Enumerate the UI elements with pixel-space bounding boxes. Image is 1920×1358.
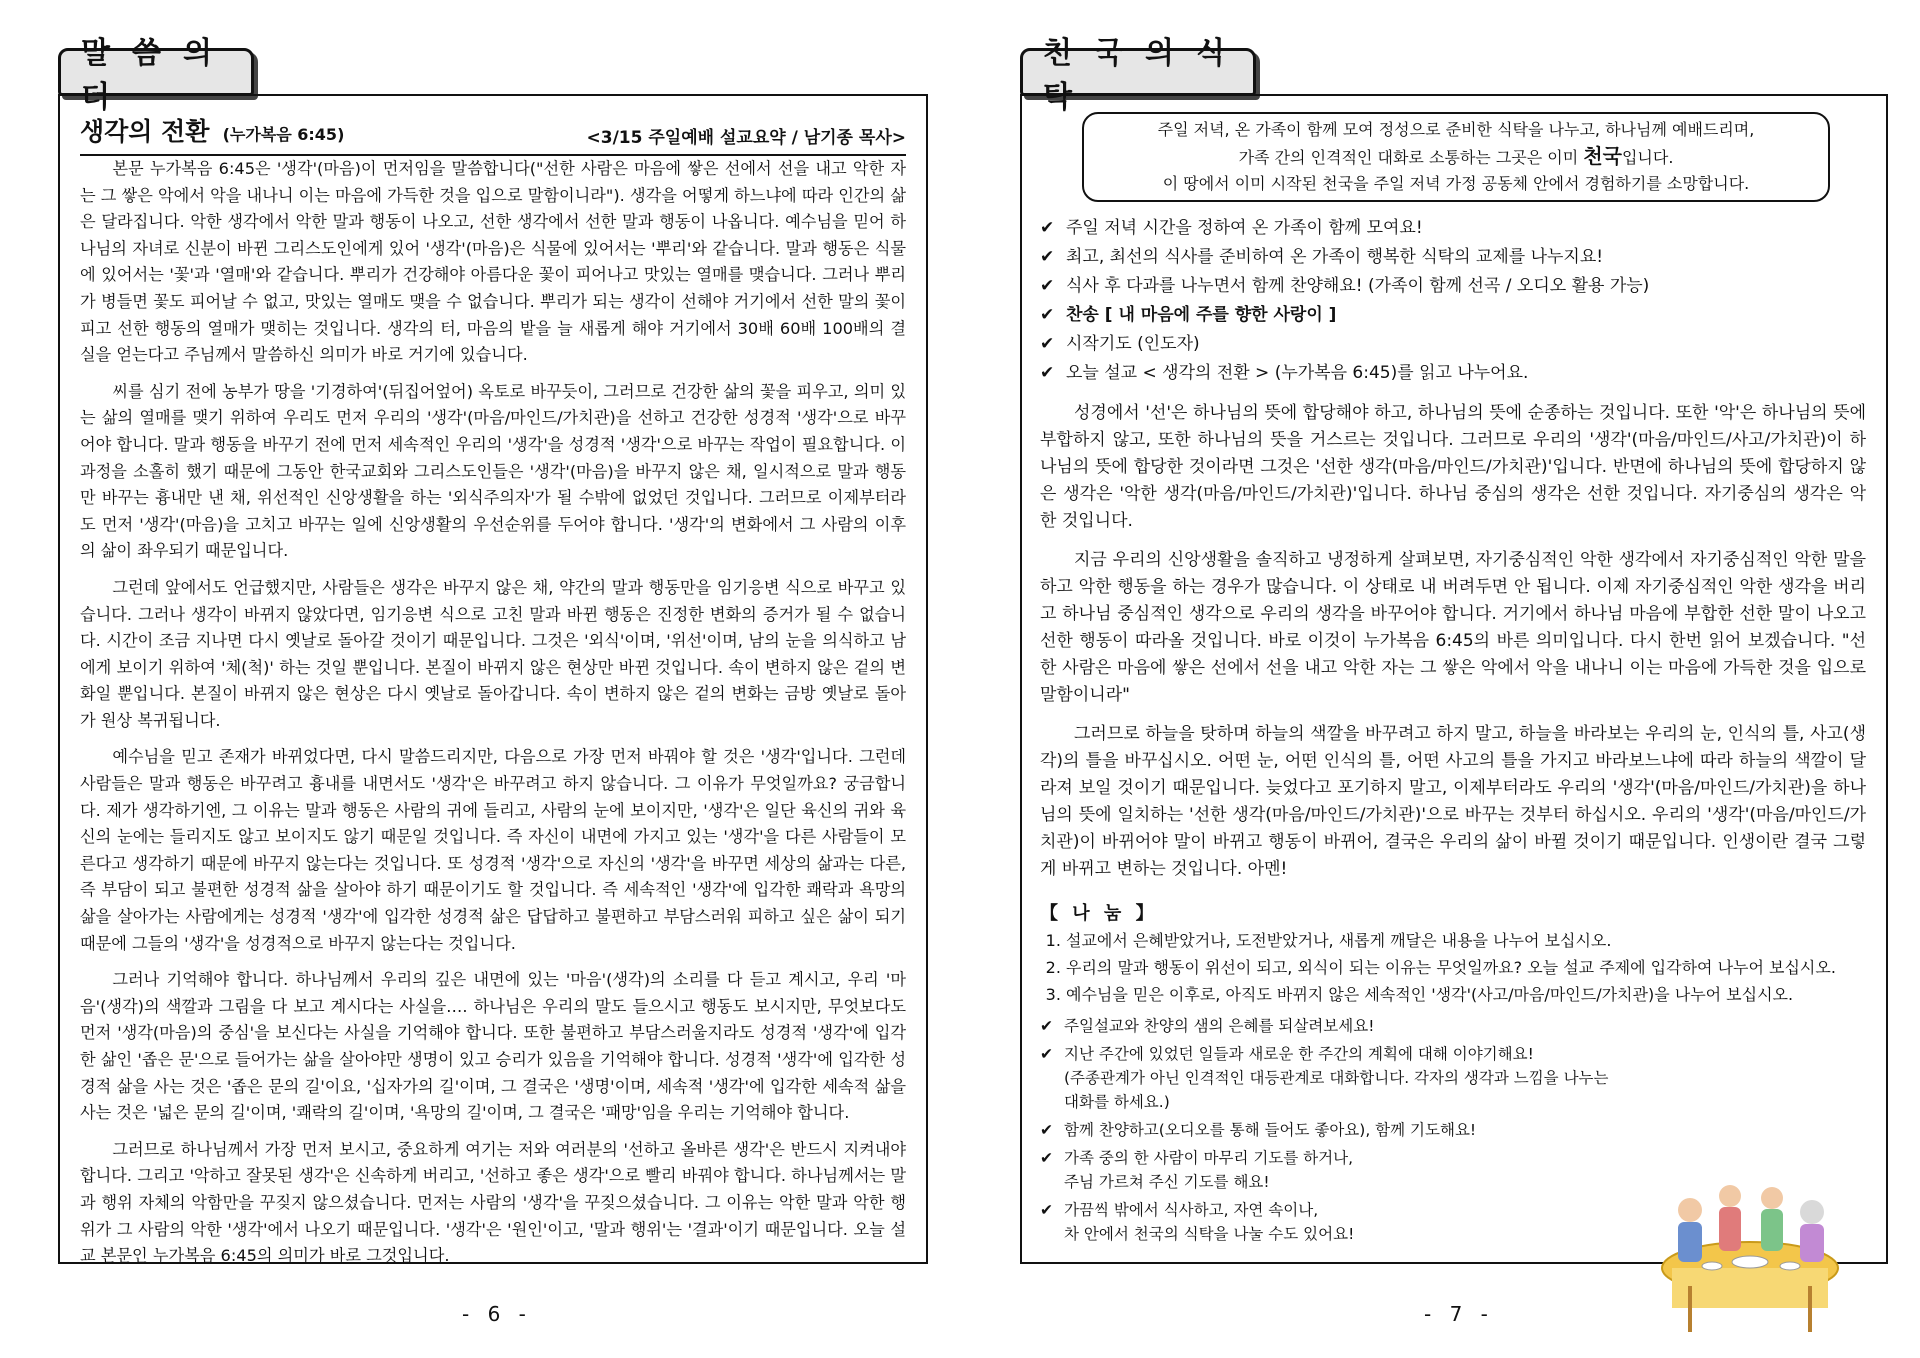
discussion-paragraph-2: 지금 우리의 신앙생활을 솔직하고 냉정하게 살펴보면, 자기중심적인 악한 생각에서 자기중심적인 악한 말을 하고 악한 행동을 하는 경우가 많습니다. 이 상태로 내 버려두면 안 됩니다. 이제 자기중심적인 악한 생각을 버리고 하나님 중심적인 생각으로 우리의 생각을 바꾸어야 합니다. 거기에서 하나님 마음에 부합한 선한 말이 나오고 선한 행동이 따라올 것입니다. 바로 이것이 누가복음 6:45의 바른 의미입니다. 다시 한번 읽어 보겠습니다. "선한 사람은 마음에 쌓은 선에서 선을 내고 악한 자는 그 쌓은 악에서 악을 내나니 이는 마음에 가득한 것을 입으로 말함이니라" — [1040, 550, 1866, 705]
check-item — [1040, 214, 1866, 243]
intro-line-2-end: 입니다. — [1621, 148, 1674, 167]
check-mark-icon: ✔ — [1040, 276, 1055, 296]
check-item — [1040, 272, 1866, 301]
sermon-paragraph-5: 그러나 기억해야 합니다. 하나님께서 우리의 깊은 내면에 있는 '마음'(생각)의 소리를 다 듣고 계시고, 우리 '마음'(생각)의 색깔과 그림을 다 보고 계시다는 사실을…. 하나님은 우리의 말도 들으시고 행동도 보시지만, 무엇보다도 먼저 '생각(마음)의 중심'을 보신다는 사실을 기억해야 합니다. 또한 불편하고 부담스러울지라도 성경적 '생각'에 입각한 삶인 '좁은 문'으로 들어가는 삶을 살아야만 생명이 있고 승리가 있음을 기억해야 합니다. 성경적 '생각'에 입각한 성경적 삶을 사는 것은 '좁은 문의 길'이요, '십자가의 길'이며, 그 결국은 '생명'이며, 세속적 '생각'에 입각한 세속적 삶을 사는 것은 '넓은 문의 길'이며, '쾌락의 길'이며, '욕망의 길'이며, 그 결국은 '패망'임을 우리는 기억해야 합니다. — [80, 970, 906, 1123]
check-mark-icon: ✔ — [1040, 305, 1055, 325]
intro-box — [1082, 112, 1830, 202]
tip-text-block — [1064, 1146, 1353, 1194]
share-questions — [1040, 927, 1866, 1008]
discussion-paragraph-3: 그러므로 하늘을 탓하며 하늘의 색깔을 바꾸려고 하지 말고, 하늘을 바라보는 우리의 눈, 인식의 틀, 사고(생각)의 틀을 바꾸십시오. 어떤 눈, 어떤 인식의 틀, 어떤 사고의 틀을 가지고 바라보느냐에 따라 하늘의 색깔이 달라져 보일 것이기 때문입니다. 늦었다고 포기하지 말고, 이제부터라도 우리의 '생각'(마음/마인드/가치관)을 하나님의 뜻에 일치하는 '선한 생각(마음/마인드/가치관)'으로 바꾸는 것부터 하십시오. 우리의 '생각'(마음/마인드/가치관)이 바뀌어야 말이 바뀌고 행동이 바뀌어, 결국은 우리의 삶이 바뀔 것이기 때문입니다. 인생이란 결국 그렇게 바뀌고 변하는 것입니다. 아멘! — [1040, 724, 1866, 879]
check-mark-icon: ✔ — [1040, 1121, 1053, 1139]
tip-text: 주일설교와 찬양의 샘의 은혜를 되살려보세요! — [1064, 1017, 1375, 1035]
share-question: 3. 예수님을 믿은 이후로, 아직도 바뀌지 않은 세속적인 '생각'(사고/마음/마인드/가치관)을 나누어 보십시오. — [1066, 981, 1866, 1008]
sermon-paragraph-4: 예수님을 믿고 존재가 바뀌었다면, 다시 말씀드리지만, 다음으로 가장 먼저 바꿔야 할 것은 '생각'입니다. 그런데 사람들은 말과 행동은 바꾸려고 흉내를 내면서도 '생각'은 바꾸려고 하지 않습니다. 그 이유가 무엇일까요? 궁금합니다. 제가 생각하기엔, 그 이유는 말과 행동은 사람의 귀에 들리고, 사람의 눈에 보이지만, '생각'은 일단 육신의 귀와 육신의 눈에는 들리지도 않고 보이지도 않기 때문일 것입니다. 즉 자신이 내면에 가지고 있는 '생각'을 다른 사람들이 모른다고 생각하기 때문에 바꾸지 않는다는 것입니다. 또 성경적 '생각'으로 자신의 '생각'을 바꾸면 세상의 삶과는 다른, 즉 부담이 되고 불편한 성경적 삶을 살아야 하기 때문이기도 할 것입니다. 즉 세속적인 '생각'에 입각한 쾌락과 욕망의 삶을 살아가는 사람에게는 성경적 '생각'에 입각한 성경적 삶은 답답하고 불편하고 부담스러워 피하고 싶은 삶이 되기 때문에 그들의 '생각'을 성경적으로 바꾸지 않는다는 것입니다. — [80, 747, 906, 953]
sermon-paragraph-2: 씨를 심기 전에 농부가 땅을 '기경하여'(뒤집어엎어) 옥토로 바꾸듯이, 그러므로 건강한 삶의 꽃을 피우고, 의미 있는 삶의 열매를 맺기 위하여 우리도 먼저 우리의 '생각'(마음/마인드/가치관)을 선하고 건강한 성경적 '생각'으로 바꾸어야 합니다. 말과 행동을 바꾸기 전에 먼저 세속적인 우리의 '생각'을 성경적 '생각'으로 바꾸는 작업이 필요합니다. 이 과정을 소홀히 했기 때문에 그동안 한국교회와 그리스도인들은 '생각'(마음)을 바꾸지 않은 채, 일시적으로 말과 행동만 바꾸는 흉내만 낸 채, 위선적인 신앙생활을 하는 '외식주의자'가 될 수밖에 없었던 것입니다. 그러므로 이제부터라도 먼저 '생각'(마음)을 고치고 바꾸는 일에 신앙생활의 우선순위를 두어야 합니다. '생각'의 변화에서 그 사람의 이후의 삶이 좌우되기 때문입니다. — [80, 381, 907, 561]
check-mark-icon: ✔ — [1040, 334, 1055, 354]
left-section-tab-label: 말씀의터 — [81, 36, 234, 115]
tip-text: 가족 중의 한 사람이 마무리 기도를 하거나, — [1064, 1149, 1354, 1167]
sermon-header — [80, 108, 906, 156]
right-section-tab — [1020, 36, 1256, 115]
check-item — [1040, 330, 1866, 359]
sermon-paragraph-3: 그런데 앞에서도 언급했지만, 사람들은 생각은 바꾸지 않은 채, 약간의 말과 행동만을 임기응변 식으로 바꾸고 있습니다. 그러나 생각이 바뀌지 않았다면, 임기응변 식으로 고친 말과 바뀐 행동은 진정한 변화의 증거가 될 수 없습니다. 시간이 조금 지나면 다시 옛날로 돌아갈 것이기 때문입니다. 그것은 '외식'이며, '위선'이며, 남의 눈을 의식하고 남에게 보이기 위하여 '체(척)' 하는 것일 뿐입니다. 본질이 바뀌지 않은 현상만 바뀐 것입니다. 속이 변하지 않은 겉의 변화일 뿐입니다. 본질이 바뀌지 않은 현상은 다시 옛날로 돌아갑니다. 속이 변하지 않은 겉의 변화는 금방 옛날로 돌아가 원상 복귀됩니다. — [80, 577, 906, 730]
share-title: 【 나 눔 】 — [1040, 903, 1158, 924]
check-item-text: 시작기도 (인도자) — [1066, 334, 1200, 354]
tip-text: 주님 가르쳐 주신 기도를 해요! — [1064, 1173, 1270, 1191]
sermon-body — [80, 156, 907, 1266]
left-section-tab — [58, 36, 254, 115]
check-item — [1040, 301, 1866, 330]
check-mark-icon: ✔ — [1040, 1149, 1053, 1167]
share-question: 2. 우리의 말과 행동이 위선이 되고, 외식이 되는 이유는 무엇일까요? 오늘 설교 주제에 입각하여 나누어 보십시오. — [1066, 954, 1866, 981]
tip-item — [1040, 1118, 1866, 1142]
check-mark-icon: ✔ — [1040, 1045, 1053, 1063]
tip-text: 가끔씩 밖에서 식사하고, 자연 속이나, — [1064, 1201, 1319, 1219]
check-mark-icon: ✔ — [1040, 1201, 1053, 1219]
page-number-right: - 7 - — [1424, 1302, 1494, 1326]
sermon-frame — [58, 94, 928, 1264]
page-number-left: - 6 - — [462, 1302, 532, 1326]
sermon-title-group — [80, 112, 344, 148]
sermon-title: 생각의 전환 — [80, 117, 210, 146]
intro-heaven-word: 천국 — [1583, 144, 1622, 168]
intro-line-2-text: 가족 간의 인격적인 대화로 소통하는 그곳은 이미 — [1238, 148, 1579, 167]
discussion-paragraph-1: 성경에서 '선'은 하나님의 뜻에 합당해야 하고, 하나님의 뜻에 순종하는 것입니다. 또한 '악'은 하나님의 뜻에 부합하지 않고, 또한 하나님의 뜻을 거스르는 것입니다. 그러므로 우리의 '생각'(마음/마인드/사고/가치관)이 하나님의 뜻에 합당한 것이라면 그것은 '선한 생각(마음/마인드/가치관)'입니다. 반면에 하나님의 뜻에 합당하지 않은 생각은 '악한 생각(마음/마인드/가치관)'입니다. 하나님 중심의 생각은 선한 것입니다. 자기중심의 생각은 악한 것입니다. — [1040, 403, 1866, 531]
check-mark-icon: ✔ — [1040, 218, 1055, 238]
tip-item — [1040, 1042, 1866, 1114]
sermon-meta: <3/15 주일예배 설교요약 / 남기종 목사> — [586, 128, 906, 148]
check-item-text: 찬송 [ 내 마음에 주를 향한 사랑이 ] — [1066, 305, 1337, 325]
family-dinner-illustration — [1650, 1156, 1850, 1336]
sermon-paragraph-1: 본문 누가복음 6:45은 '생각'(마음)이 먼저임을 말씀합니다("선한 사람은 마음에 쌓은 선에서 선을 내고 악한 자는 그 쌓은 악에서 악을 내나니 이는 마음에 가득한 것을 입으로 말함이니라"). 생각을 어떻게 하느냐에 따라 인간의 삶은 달라집니다. 악한 생각에서 악한 말과 행동이 나오고, 선한 생각에서 선한 말과 행동이 나옵니다. 예수님을 믿어 하나님의 자녀로 신분이 바뀐 그리스도인에게 있어 '생각'(마음)은 식물에 있어서는 '뿌리'와 같습니다. 말과 행동은 식물에 있어서는 '꽃'과 '열매'와 같습니다. 뿌리가 건강해야 아름다운 꽃이 피어나고 맛있는 열매를 맺습니다. 그러나 뿌리가 병들면 꽃도 피어날 수 없고, 맛있는 열매도 맺을 수 없습니다. 뿌리가 되는 생각이 선해야 거기에서 선한 말의 꽃이 피고 선한 행동의 열매가 맺히는 것입니다. 생각의 터, 마음의 밭을 늘 새롭게 해야 거기에서 30배 60배 100배의 결실을 얻는다고 주님께서 말씀하신 의미가 바로 거기에 있습니다. — [80, 159, 906, 365]
check-mark-icon: ✔ — [1040, 1017, 1053, 1035]
tip-item — [1040, 1014, 1866, 1038]
tip-text: 차 안에서 천국의 식탁을 나눌 수도 있어요! — [1064, 1225, 1355, 1243]
check-item-text: 식사 후 다과를 나누면서 함께 찬양해요! (가족이 함께 선곡 / 오디오 활용 가능) — [1066, 276, 1650, 296]
table-frame — [1020, 94, 1888, 1264]
check-item — [1040, 359, 1866, 388]
check-mark-icon: ✔ — [1040, 247, 1055, 267]
check-item-text: 최고, 최선의 식사를 준비하여 온 가족이 행복한 식탁의 교제를 나누지요! — [1066, 247, 1604, 267]
tip-text: 지난 주간에 있었던 일들과 새로운 한 주간의 계획에 대해 이야기해요! — [1064, 1045, 1534, 1063]
tip-text-block — [1064, 1042, 1624, 1114]
check-item-text: 주일 저녁 시간을 정하여 온 가족이 함께 모여요! — [1066, 218, 1423, 238]
tip-text: 함께 찬양하고(오디오를 통해 들어도 좋아요), 함께 기도해요! — [1064, 1121, 1477, 1139]
tip-subtext: (주종관계가 아닌 인격적인 대등관계로 대화합니다. 각자의 생각과 느낌을 나누는 대화를 하세요.) — [1064, 1069, 1609, 1111]
share-question: 1. 설교에서 은혜받았거나, 도전받았거나, 새롭게 깨달은 내용을 나누어 보십시오. — [1066, 927, 1866, 954]
sermon-paragraph-6: 그러므로 하나님께서 가장 먼저 보시고, 중요하게 여기는 저와 여러분의 '선하고 올바른 생각'은 반드시 지켜내야 합니다. 그리고 '악하고 잘못된 생각'은 신속하게 버리고, '선하고 좋은 생각'으로 빨리 바꿔야 합니다. 하나님께서는 말과 행위 자체의 악함만을 꾸짖지 않으셨습니다. 먼저는 사람의 '생각'을 꾸짖으셨습니다. 그 이유는 악한 말과 악한 행위가 그 사람의 악한 '생각'에서 나오기 때문입니다. '생각'은 '원인'이고, '말과 행위'는 '결과'이기 때문입니다. 오늘 설교 본문인 누가복음 6:45의 의미가 바로 그것입니다. — [80, 1139, 906, 1266]
check-item — [1040, 243, 1866, 272]
sermon-scripture-ref: (누가복음 6:45) — [222, 125, 345, 144]
sermon-discussion-body — [1040, 400, 1866, 895]
check-list — [1040, 214, 1866, 388]
intro-line-1: 주일 저녁, 온 가족이 함께 모여 정성으로 준비한 식탁을 나누고, 하나님께 예배드리며, — [1157, 120, 1755, 139]
intro-line-3: 이 땅에서 이미 시작된 천국을 주일 저녁 가정 공동체 안에서 경험하기를 소망합니다. — [1162, 174, 1750, 193]
check-item-text: 오늘 설교 < 생각의 전환 > (누가복음 6:45)를 읽고 나누어요. — [1066, 363, 1529, 383]
intro-line-2 — [1239, 143, 1674, 171]
right-section-tab-label: 천국의식탁 — [1043, 36, 1247, 115]
tip-text-block — [1064, 1198, 1354, 1246]
check-mark-icon: ✔ — [1040, 363, 1055, 383]
